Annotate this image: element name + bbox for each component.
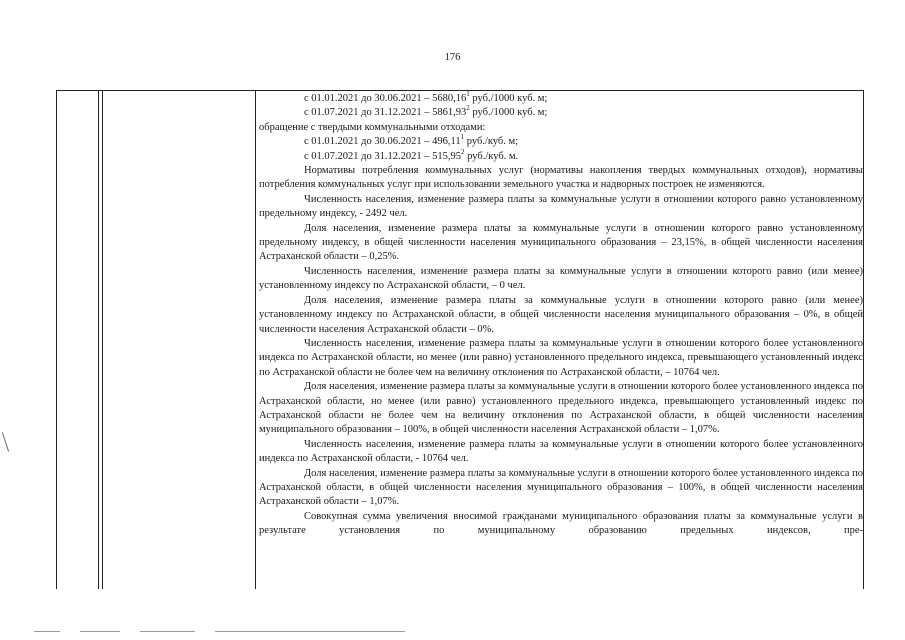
- footnote-mark: 1: [466, 90, 470, 98]
- tariff-unit: руб./1000 куб. м;: [469, 107, 548, 119]
- table-column-divider: [98, 91, 99, 589]
- service-heading: обращение с твердыми коммунальными отходами:: [259, 121, 486, 133]
- scan-artifact: [80, 631, 120, 632]
- tariff-period-value: с 01.01.2021 до 30.06.2021 – 496,11: [304, 136, 461, 148]
- tariff-period-value: с 01.01.2021 до 30.06.2021 – 5680,16: [304, 93, 467, 104]
- scan-artifact: [2, 432, 9, 451]
- document-table: [56, 90, 864, 589]
- footnote-mark: 2: [466, 104, 470, 113]
- paragraph: Доля населения, изменение размера платы за коммунальные услуги в отношении которого более установленного индекса по Астраханской области, в общей численности населения муниципального образования – 100%, в общей численности населения Астраханской области – 1,07%.: [259, 467, 863, 508]
- tariff-period-value: с 01.07.2021 до 31.12.2021 – 515,95: [304, 150, 462, 162]
- paragraph: Доля населения, изменение размера платы за коммунальные услуги в отношении которого равно (или менее) установленному индексу по Астраханской области, в общей численности населения муниципального образования – 0%, в общей численности населения Астраханской области – 0%.: [259, 294, 863, 335]
- paragraph: Доля населения, изменение размера платы за коммунальные услуги в отношении которого равно установленному предельному индексу, в общей численности населения муниципального образования – 23,15%, в общей численности населения Астраханской области – 0,25%.: [259, 222, 863, 263]
- table-column-divider: [102, 91, 103, 589]
- paragraph: Численность населения, изменение размера платы за коммунальные услуги в отношении которого более установленного индекса по Астраханской области, - 10764 чел.: [259, 438, 863, 465]
- tariff-unit: руб./1000 куб. м;: [469, 93, 548, 104]
- paragraph: Нормативы потребления коммунальных услуг (нормативы накопления твердых коммунальных отходов), нормативы потребления коммунальных услуг при использовании земельного участка и надворных построек не изменяются.: [259, 165, 863, 191]
- tariff-line: [259, 106, 863, 120]
- paragraph: Численность населения, изменение размера платы за коммунальные услуги в отношении которого равно установленному предельному индексу, - 2492 чел.: [259, 193, 863, 220]
- footnote-mark: 1: [460, 133, 465, 142]
- table-column-divider: [255, 91, 256, 589]
- page-number: 176: [444, 52, 461, 63]
- tariff-line: [259, 147, 863, 164]
- table-cell-text: [259, 92, 863, 539]
- tariff-line: [259, 135, 863, 149]
- paragraph: Доля населения, изменение размера платы за коммунальные услуги в отношении которого более установленного индекса по Астраханской области, но менее (или равно) установленного предельного индекса, превышающего установленный индекс по Астраханской области не более чем на величину отклонения по Астраханской области, в общей численности населения муниципального образования – 100%, в общей численности населения Астраханской области – 1,07%.: [259, 381, 863, 436]
- paragraph: Численность населения, изменение размера платы за коммунальные услуги в отношении которого более установленного индекса по Астраханской области, но менее (или равно) установленного предельного индекса, превышающего установленный индекс по Астраханской области не более чем на величину отклонения по Астраханской области, – 10764 чел.: [259, 337, 863, 378]
- tariff-unit: руб./куб. м.: [464, 150, 519, 162]
- footnote-mark: 2: [461, 147, 465, 156]
- paragraph: Совокупная сумма увеличения вносимой гражданами муниципального образования платы за коммунальные услуги в результате установления по муниципальному образованию предельных индексов, пре-: [259, 510, 863, 537]
- tariff-line: [259, 92, 863, 106]
- scan-artifact: [215, 631, 405, 632]
- scan-artifact: [34, 631, 60, 632]
- paragraph: Численность населения, изменение размера платы за коммунальные услуги в отношении которого равно (или менее) установленному индексу по Астраханской области, – 0 чел.: [259, 265, 863, 292]
- tariff-period-value: с 01.07.2021 до 31.12.2021 – 5861,93: [304, 107, 467, 119]
- tariff-unit: руб./куб. м;: [464, 136, 519, 148]
- scan-artifact: [140, 631, 195, 632]
